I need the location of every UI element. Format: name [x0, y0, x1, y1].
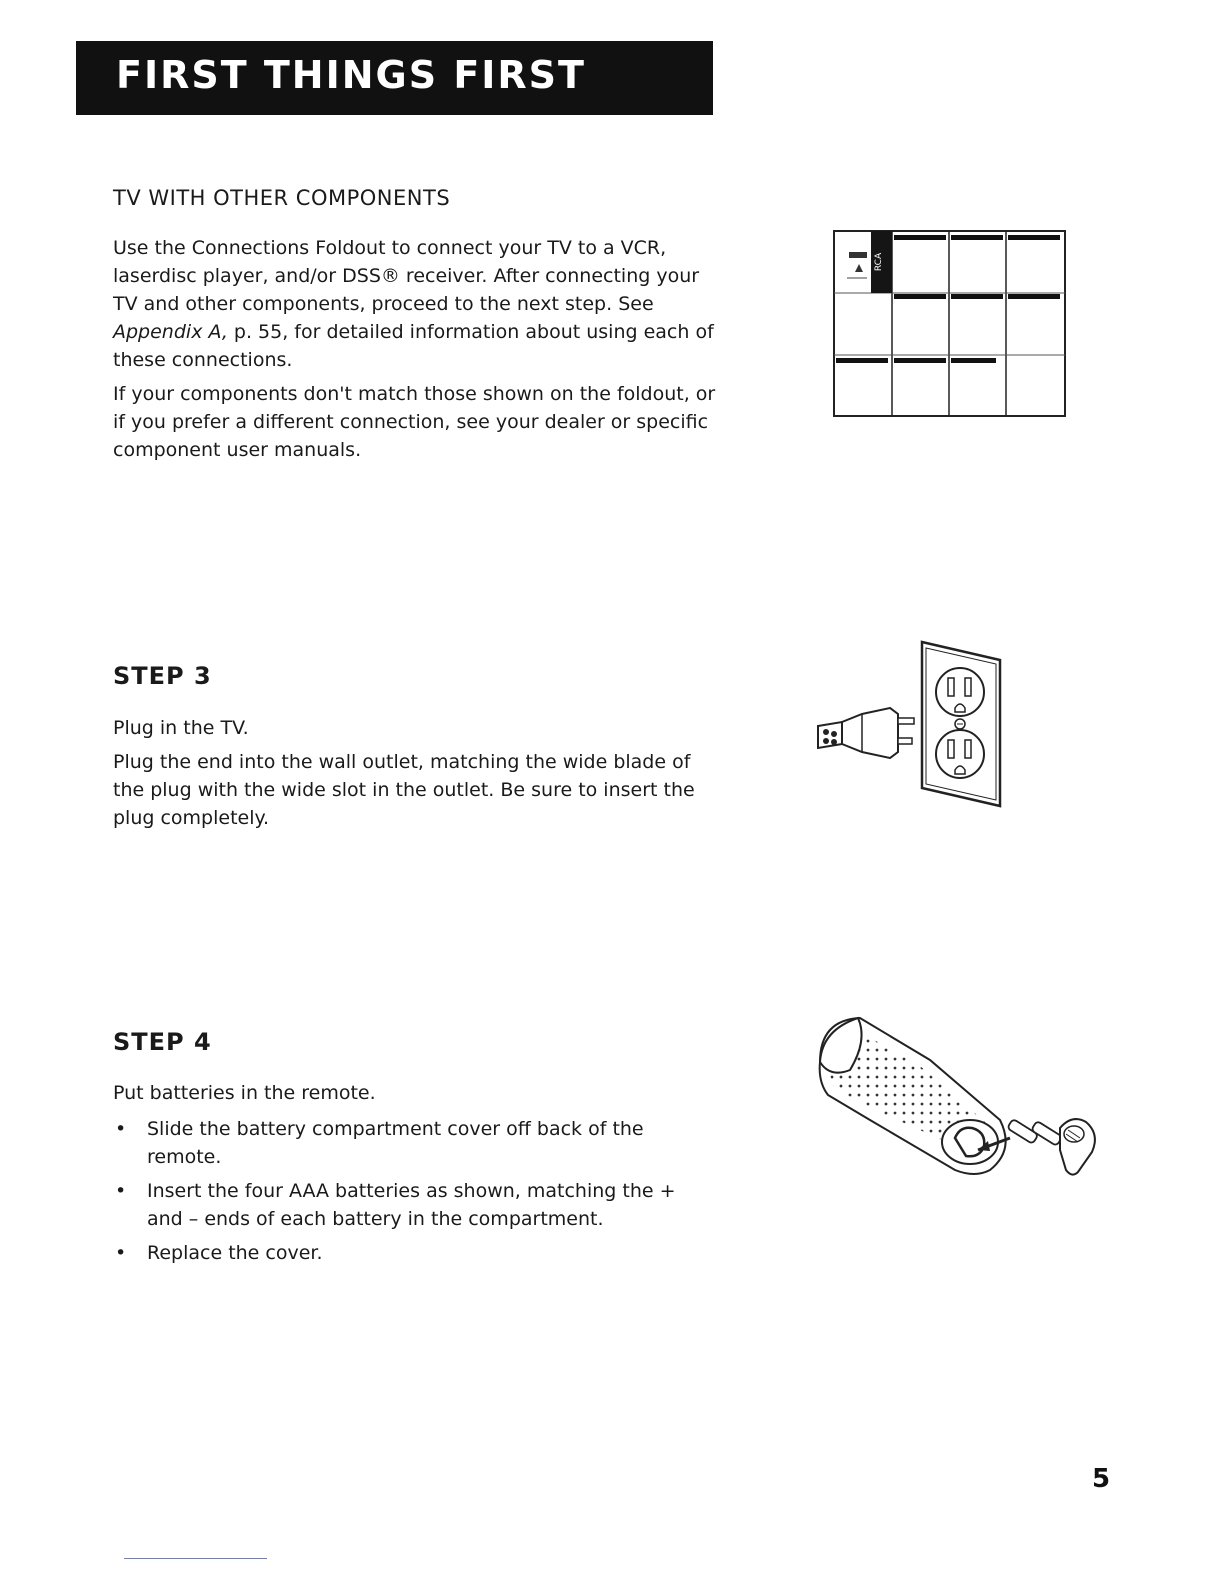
bullet-icon: •	[115, 1180, 127, 1202]
bullet-icon: •	[115, 1118, 127, 1140]
header-bar	[76, 41, 713, 115]
paragraph-tail: p. 55, for detailed information about using each of these connections.	[113, 321, 714, 371]
step-4-heading: STEP 4	[113, 1028, 212, 1056]
tv-components-paragraph-1	[113, 234, 723, 374]
step-4-instruction: Put batteries in the remote.	[113, 1082, 376, 1104]
plug-outlet-figure	[812, 640, 1004, 810]
list-item	[113, 1115, 713, 1171]
foldout-brand-text: RCA	[874, 252, 884, 272]
remote-battery-figure	[810, 1010, 1100, 1190]
bullet-icon: •	[115, 1242, 127, 1264]
bullet-text: Insert the four AAA batteries as shown, matching the + and – ends of each battery in the compartment.	[147, 1180, 676, 1230]
tv-components-paragraph-2: If your components don't match those shown on the foldout, or if you prefer a different connection, see your dealer or specific component user manuals.	[113, 383, 716, 461]
step-3-instruction: Plug in the TV.	[113, 717, 249, 739]
step-4-bullet-list	[113, 1115, 713, 1273]
footer-divider	[124, 1558, 267, 1559]
page-title: FIRST THINGS FIRST	[116, 53, 586, 97]
step-3-heading: STEP 3	[113, 662, 212, 690]
step-3-details: Plug the end into the wall outlet, matching the wide blade of the plug with the wide slot in the outlet. Be sure to insert the plug completely.	[113, 751, 695, 829]
bullet-text: Slide the battery compartment cover off back of the remote.	[147, 1118, 644, 1168]
section-heading-tv-components: TV WITH OTHER COMPONENTS	[113, 186, 451, 210]
paragraph-lead: Use the Connections Foldout to connect your TV to a VCR, laserdisc player, and/or DSS® receiver. After connecting your TV and other components, proceed to the next step. See	[113, 237, 700, 315]
list-item	[113, 1177, 713, 1233]
page-number: 5	[1092, 1464, 1111, 1494]
connections-foldout-figure	[833, 230, 1067, 420]
appendix-reference: Appendix A,	[113, 321, 228, 343]
bullet-text: Replace the cover.	[147, 1242, 323, 1264]
list-item	[113, 1239, 713, 1267]
